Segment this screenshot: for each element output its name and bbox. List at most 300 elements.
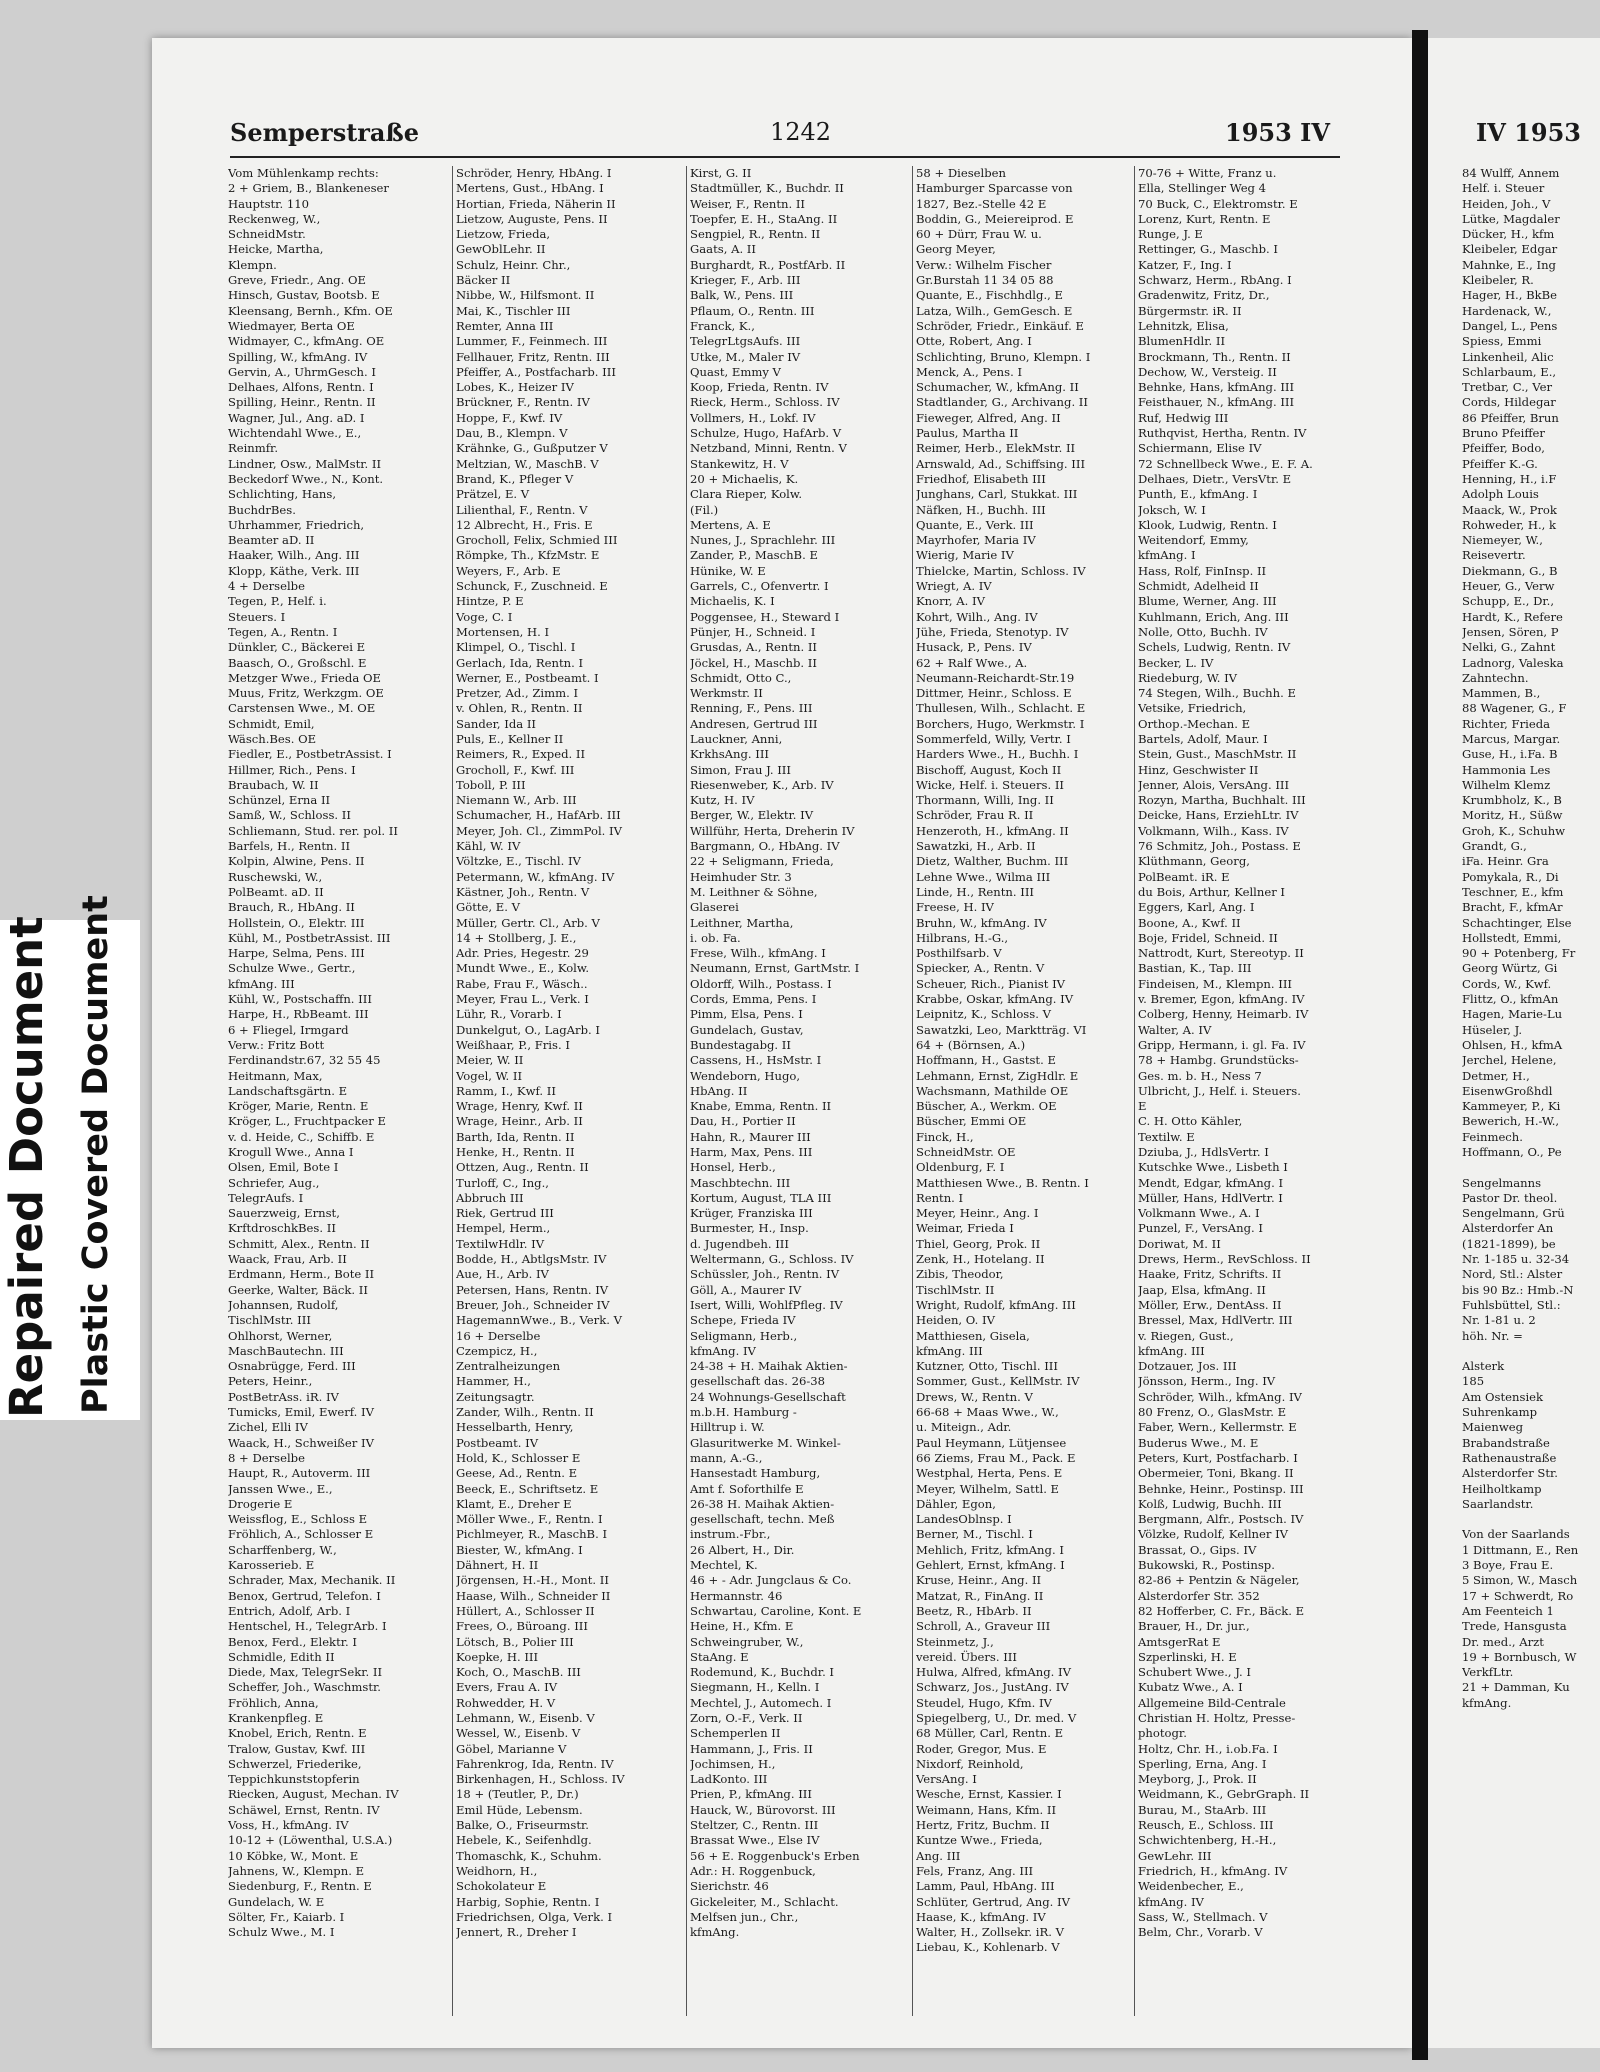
directory-entry: Meier, W. II: [456, 1053, 524, 1068]
facing-page-entry: Sengelmanns: [1462, 1175, 1542, 1190]
directory-entry: Möller Wwe., F., Rentn. I: [456, 1512, 603, 1527]
directory-entry: v. Ohlen, R., Rentn. II: [456, 701, 583, 716]
directory-entry: Krieger, F., Arb. III: [690, 273, 801, 288]
directory-entry: Lehne Wwe., Wilma III: [916, 869, 1051, 884]
facing-page-entry: 19 + Bornbusch, W: [1462, 1649, 1577, 1664]
directory-entry: C. H. Otto Kähler,: [1138, 1114, 1243, 1129]
facing-page-entry: Kleibeler, Edgar: [1462, 242, 1558, 257]
directory-entry: Steuers. I: [228, 609, 286, 624]
directory-entry: Bürgermstr. iR. II: [1138, 303, 1242, 318]
directory-entry: Vollmers, H., Lokf. IV: [690, 410, 816, 425]
directory-entry: Gr.Burstah 11 34 05 88: [916, 273, 1054, 288]
directory-entry: Geerke, Walter, Bäck. II: [228, 1282, 368, 1297]
directory-entry: Zibis, Theodor,: [916, 1267, 1004, 1282]
directory-entry: kfmAng. III: [228, 976, 295, 991]
directory-entry: Weimann, Hans, Kfm. II: [916, 1802, 1057, 1817]
directory-entry: Pflaum, O., Rentn. III: [690, 303, 815, 318]
directory-entry: Baasch, O., Großschl. E: [228, 655, 367, 670]
directory-entry: Borchers, Hugo, Werkmstr. I: [916, 716, 1085, 731]
directory-entry: Schumacher, W., kfmAng. II: [916, 380, 1079, 395]
directory-entry: Beeck, E., Schriftsetz. E: [456, 1481, 599, 1496]
directory-column-3: [690, 166, 910, 2016]
directory-entry: kfmAng. III: [916, 1343, 983, 1358]
directory-entry: KrkhsAng. III: [690, 747, 770, 762]
directory-entry: Wriegt, A. IV: [916, 579, 992, 594]
facing-page-entry: Kleibeler, R.: [1462, 273, 1534, 288]
directory-entry: Rieck, Herm., Schloss. IV: [690, 395, 840, 410]
directory-entry: Mechtel, J., Automech. I: [690, 1695, 832, 1710]
directory-entry: Schlüter, Gertrud, Ang. IV: [916, 1894, 1070, 1909]
facing-page-entry: VerkfLtr.: [1462, 1665, 1514, 1680]
facing-page-entry: Helf. i. Steuer: [1462, 181, 1545, 196]
directory-entry: Gundelach, W. E: [228, 1894, 325, 1909]
directory-entry: Mundt Wwe., E., Kolw.: [456, 961, 590, 976]
facing-page-entry: Marcus, Margar.: [1462, 731, 1561, 746]
directory-entry: 60 + Dürr, Frau W. u.: [916, 227, 1042, 242]
facing-page-entry: Hagen, Marie-Lu: [1462, 1007, 1563, 1022]
directory-entry: Kutschke Wwe., Lisbeth I: [1138, 1160, 1288, 1175]
facing-page-entry: Nr. 1-81 u. 2: [1462, 1313, 1536, 1328]
facing-page-entry: Reisevertr.: [1462, 548, 1526, 563]
directory-entry: TischlMstr. II: [916, 1282, 995, 1297]
directory-entry: Dechow, W., Versteig. II: [1138, 364, 1277, 379]
directory-entry: Wichtendahl Wwe., E.,: [228, 426, 362, 441]
directory-entry: Oldenburg, F. I: [916, 1160, 1005, 1175]
directory-entry: Hass, Rolf, FinInsp. II: [1138, 563, 1267, 578]
directory-entry: Meyer, Heinr., Ang. I: [916, 1206, 1039, 1221]
directory-entry: Honsel, Herb.,: [690, 1160, 776, 1175]
directory-entry: Jörgensen, H.-H., Mont. II: [456, 1573, 609, 1588]
directory-entry: Paulus, Martha II: [916, 426, 1019, 441]
directory-entry: Schmidt, Emil,: [228, 716, 315, 731]
facing-page-entry: Nord, Stl.: Alster: [1462, 1267, 1563, 1282]
facing-page-entry: 5 Simon, W., Masch: [1462, 1573, 1578, 1588]
facing-page-entry: Lütke, Magdaler: [1462, 211, 1560, 226]
directory-entry: kfmAng. III: [1138, 1343, 1205, 1358]
directory-entry: 66 Ziems, Frau M., Pack. E: [916, 1450, 1076, 1465]
directory-entry: 14 + Stollberg, J. E.,: [456, 930, 577, 945]
directory-entry: Henzeroth, H., kfmAng. II: [916, 823, 1069, 838]
directory-entry: kfmAng.: [690, 1925, 740, 1940]
directory-entry: SchneidMstr.: [228, 227, 306, 242]
directory-entry: Haake, Fritz, Schrifts. II: [1138, 1267, 1282, 1282]
facing-page-entry: Diekmann, G., B: [1462, 563, 1558, 578]
directory-entry: Ella, Stellinger Weg 4: [1138, 181, 1267, 196]
directory-entry: Bäcker II: [456, 273, 511, 288]
directory-entry: Ferdinandstr.67, 32 55 45: [228, 1053, 381, 1068]
directory-entry: Steltzer, C., Rentn. III: [690, 1818, 819, 1833]
directory-entry: Liebau, K., Kohlenarb. V: [916, 1940, 1060, 1955]
directory-entry: Cassens, H., HsMstr. I: [690, 1053, 822, 1068]
directory-entry: Matzat, R., FinAng. II: [916, 1588, 1044, 1603]
directory-entry: Jönsson, Herm., Ing. IV: [1138, 1374, 1276, 1389]
directory-entry: Möller, Erw., DentAss. II: [1138, 1297, 1282, 1312]
directory-entry: Weißhaar, P., Fris. I: [456, 1037, 570, 1052]
directory-entry: HagemannWwe., B., Verk. V: [456, 1313, 622, 1328]
directory-entry: Alsterdorfer Str. 352: [1138, 1588, 1260, 1603]
directory-entry: Fröhlich, A., Schlosser E: [228, 1527, 374, 1542]
directory-entry: Mortensen, H. I: [456, 624, 550, 639]
directory-entry: 10-12 + (Löwenthal, U.S.A.): [228, 1833, 393, 1848]
directory-entry: Sommerfeld, Willy, Vertr. I: [916, 731, 1071, 746]
directory-entry: Boone, A., Kwf. II: [1138, 915, 1241, 930]
facing-page-entry: Adolph Louis: [1462, 487, 1539, 502]
street-title: Semperstraße: [230, 118, 419, 147]
directory-entry: Zeitungsagtr.: [456, 1389, 535, 1404]
directory-entry: Blume, Werner, Ang. III: [1138, 594, 1277, 609]
directory-entry: Leipnitz, K., Schloss. V: [916, 1007, 1051, 1022]
directory-entry: Greve, Friedr., Ang. OE: [228, 273, 366, 288]
directory-entry: Gradenwitz, Fritz, Dr.,: [1138, 288, 1270, 303]
directory-entry: Frese, Wilh., kfmAng. I: [690, 946, 826, 961]
directory-entry: Neumann, Ernst, GartMstr. I: [690, 961, 860, 976]
directory-entry: Karosserieb. E: [228, 1558, 315, 1573]
directory-entry: Jochimsen, H.,: [690, 1756, 776, 1771]
directory-entry: Frees, O., Büroang. III: [456, 1619, 588, 1634]
facing-page-entry: 1 Dittmann, E., Ren: [1462, 1542, 1579, 1557]
directory-entry: Schrader, Max, Mechanik. II: [228, 1573, 396, 1588]
directory-entry: Rodemund, K., Buchdr. I: [690, 1665, 835, 1680]
directory-entry: Friedhof, Elisabeth III: [916, 471, 1046, 486]
directory-column-1: [228, 166, 450, 2016]
directory-entry: Thullesen, Wilh., Schlacht. E: [916, 701, 1086, 716]
directory-entry: Koch, O., MaschB. III: [456, 1665, 581, 1680]
directory-entry: Schwarz, Jos., JustAng. IV: [916, 1680, 1069, 1695]
directory-entry: 4 + Derselbe: [228, 579, 305, 594]
directory-entry: Thormann, Willi, Ing. II: [916, 793, 1054, 808]
directory-entry: Delhaes, Alfons, Rentn. I: [228, 380, 374, 395]
directory-entry: Siedenburg, F., Rentn. E: [228, 1879, 372, 1894]
directory-entry: Haase, K., kfmAng. IV: [916, 1909, 1046, 1924]
facing-page-entry: Groh, K., Schuhw: [1462, 823, 1566, 838]
directory-entry: Kleensang, Bernh., Kfm. OE: [228, 303, 393, 318]
directory-entry: Schiermann, Elise IV: [1138, 441, 1262, 456]
directory-entry: Hillmer, Rich., Pens. I: [228, 762, 356, 777]
facing-page-entry: Hardenack, W.,: [1462, 303, 1552, 318]
directory-entry: v. Riegen, Gust.,: [1138, 1328, 1234, 1343]
directory-entry: Pretzer, Ad., Zimm. I: [456, 686, 579, 701]
directory-entry: Schwartau, Caroline, Kont. E: [690, 1603, 862, 1618]
column-divider: [452, 166, 453, 2016]
directory-entry: Zorn, O.-F., Verk. II: [690, 1710, 803, 1725]
directory-entry: Stadtlander, G., Archivang. II: [916, 395, 1088, 410]
directory-entry: Pichlmeyer, R., MaschB. I: [456, 1527, 608, 1542]
directory-entry: Riesenweber, K., Arb. IV: [690, 777, 834, 792]
directory-entry: Klamt, E., Dreher E: [456, 1496, 572, 1511]
directory-entry: Leithner, Martha,: [690, 915, 794, 930]
facing-page-entry: Cords, W., Kwf.: [1462, 976, 1552, 991]
directory-entry: Schokolateur E: [456, 1879, 547, 1894]
directory-entry: Siegmann, H., Kelln. I: [690, 1680, 820, 1695]
directory-entry: Sengpiel, R., Rentn. II: [690, 227, 821, 242]
facing-page-entry: Tretbar, C., Ver: [1462, 380, 1552, 395]
directory-entry: Dziuba, J., HdlsVertr. I: [1138, 1145, 1269, 1159]
facing-page-entry: 90 + Potenberg, Fr: [1462, 946, 1576, 961]
directory-entry: kfmAng. IV: [690, 1343, 756, 1358]
directory-entry: Fahrenkrog, Ida, Rentn. IV: [456, 1756, 614, 1771]
facing-page-entry: Ohlsen, H., kfmA: [1462, 1037, 1563, 1052]
directory-entry: Hammer, H.,: [456, 1374, 531, 1389]
repaired-document-stamp: Repaired Document: [0, 916, 53, 1418]
directory-entry: Schunck, F., Zuschneid. E: [456, 579, 608, 594]
directory-entry: Lietzow, Auguste, Pens. II: [456, 211, 608, 226]
directory-entry: 20 + Michaelis, K.: [690, 471, 799, 486]
facing-page-entry: Nr. 1-185 u. 32-34: [1462, 1252, 1570, 1267]
directory-entry: Poggensee, H., Steward I: [690, 609, 840, 624]
directory-entry: Tralow, Gustav, Kwf. III: [228, 1741, 366, 1756]
directory-entry: Boje, Fridel, Schneid. II: [1138, 930, 1278, 945]
directory-entry: Adr.: H. Roggenbuck,: [690, 1863, 816, 1878]
facing-page-entry: Saarlandstr.: [1462, 1496, 1534, 1511]
directory-entry: Schubert Wwe., J. I: [1138, 1665, 1251, 1680]
facing-page-entry: Am Ostensiek: [1462, 1389, 1544, 1404]
directory-entry: Weyers, F., Arb. E: [456, 563, 561, 578]
directory-entry: Thiel, Georg, Prok. II: [916, 1236, 1041, 1251]
directory-entry: Sperling, Erna, Ang. I: [1138, 1756, 1267, 1771]
directory-entry: Reimer, Herb., ElekMstr. II: [916, 441, 1076, 456]
directory-entry: Meyer, Joh. Cl., ZimmPol. IV: [456, 823, 622, 838]
directory-entry: Ruschewski, W.,: [228, 869, 323, 884]
directory-entry: Gerlach, Ida, Rentn. I: [456, 655, 584, 670]
directory-entry: Bodde, H., AbtlgsMstr. IV: [456, 1252, 607, 1267]
directory-entry: Völtzke, E., Tischl. IV: [456, 854, 581, 869]
directory-entry: Jühe, Frieda, Stenotyp. IV: [916, 624, 1069, 639]
directory-entry: Wrage, Heinr., Arb. II: [456, 1114, 583, 1129]
directory-entry: Ang. III: [916, 1848, 961, 1863]
directory-entry: Fels, Franz, Ang. III: [916, 1863, 1034, 1878]
directory-entry: 8 + Derselbe: [228, 1450, 305, 1465]
directory-entry: Niemann W., Arb. III: [456, 793, 577, 808]
directory-entry: Deicke, Hans, ErziehLtr. IV: [1138, 808, 1299, 823]
directory-entry: 70-76 + Witte, Franz u.: [1138, 166, 1277, 180]
directory-entry: Christian H. Holtz, Presse-: [1138, 1710, 1296, 1725]
directory-entry: Rozyn, Martha, Buchhalt. III: [1138, 793, 1306, 808]
directory-entry: Ges. m. b. H., Ness 7: [1138, 1068, 1262, 1083]
directory-entry: Wesche, Ernst, Kassier. I: [916, 1787, 1062, 1802]
directory-entry: Grusdas, A., Rentn. II: [690, 640, 818, 655]
directory-entry: Scheuer, Rich., Pianist IV: [916, 976, 1066, 991]
directory-entry: Schemperlen II: [690, 1726, 781, 1741]
directory-entry: Roder, Gregor, Mus. E: [916, 1741, 1047, 1756]
directory-entry: Puls, E., Kellner II: [456, 731, 564, 746]
directory-entry: Harpe, H., RbBeamt. III: [228, 1007, 369, 1022]
directory-entry: du Bois, Arthur, Kellner I: [1138, 884, 1286, 899]
directory-entry: Braubach, W. II: [228, 777, 319, 792]
directory-entry: 66-68 + Maas Wwe., W.,: [916, 1405, 1059, 1420]
directory-entry: Beckedorf Wwe., N., Kont.: [228, 471, 384, 486]
directory-entry: Schwarz, Herm., RbAng. I: [1138, 273, 1292, 288]
directory-entry: 46 + - Adr. Jungclaus & Co.: [690, 1573, 852, 1588]
facing-page-entry: Hollstedt, Emmi,: [1462, 930, 1562, 945]
directory-entry: v. Bremer, Egon, kfmAng. IV: [1138, 992, 1305, 1007]
column-divider: [686, 166, 687, 2016]
directory-entry: Petermann, W., kfmAng. IV: [456, 869, 615, 884]
directory-entry: Kühl, W., Postschaffn. III: [228, 992, 372, 1007]
directory-column-5: [1138, 166, 1350, 2016]
directory-entry: Hammann, J., Fris. II: [690, 1741, 813, 1756]
directory-entry: Abbruch III: [456, 1190, 524, 1205]
directory-entry: Stein, Gust., MaschMstr. II: [1138, 747, 1297, 762]
directory-entry: Brassat, O., Gips. IV: [1138, 1542, 1257, 1557]
directory-entry: Werner, E., Postbeamt. I: [456, 670, 599, 685]
directory-entry: Mayrhofer, Maria IV: [916, 533, 1036, 548]
directory-entry: Krogull Wwe., Anna I: [228, 1145, 354, 1159]
facing-page-entry: Heuer, G., Verw: [1462, 579, 1555, 594]
directory-entry: PolBeamt. aD. II: [228, 884, 324, 899]
facing-page-entry: Dücker, H., kfm: [1462, 227, 1555, 242]
directory-entry: Hünike, W. E: [690, 563, 766, 578]
directory-entry: Hauck, W., Bürovorst. III: [690, 1802, 836, 1817]
facing-page-entry: Alsterdorfer Str.: [1462, 1466, 1558, 1481]
directory-entry: Brand, K., Pfleger V: [456, 471, 574, 486]
directory-entry: Glasuritwerke M. Winkel-: [690, 1435, 841, 1450]
directory-entry: Zander, Wilh., Rentn. II: [456, 1405, 594, 1420]
directory-entry: Clara Rieper, Kolw.: [690, 487, 803, 502]
directory-entry: Hansestadt Hamburg,: [690, 1466, 821, 1481]
directory-entry: Schroll, A., Graveur III: [916, 1619, 1051, 1634]
directory-entry: Jaap, Elsa, kfmAng. II: [1138, 1282, 1266, 1297]
directory-entry: Hentschel, H., TelegrArb. I: [228, 1619, 387, 1634]
directory-entry: Sommer, Gust., KellMstr. IV: [916, 1374, 1080, 1389]
directory-entry: Vogel, W. II: [456, 1068, 523, 1083]
directory-entry: Hauptstr. 110: [228, 196, 309, 211]
directory-entry: Kortum, August, TLA III: [690, 1190, 832, 1205]
directory-entry: Matthiesen, Gisela,: [916, 1328, 1030, 1343]
directory-entry: Verw.: Fritz Bott: [228, 1037, 325, 1052]
directory-entry: Brauch, R., HbAng. II: [228, 900, 355, 915]
directory-entry: Kuhlmann, Erich, Ang. III: [1138, 609, 1289, 624]
directory-entry: Göll, A., Maurer IV: [690, 1282, 802, 1297]
directory-entry: Orthop.-Mechan. E: [1138, 716, 1251, 731]
directory-entry: Friedrichsen, Olga, Verk. I: [456, 1909, 613, 1924]
directory-entry: PostBetrAss. iR. IV: [228, 1389, 339, 1404]
facing-page-entry: Schachtinger, Else: [1462, 915, 1572, 930]
directory-entry: Kutz, H. IV: [690, 793, 755, 808]
directory-entry: Harm, Max, Pens. III: [690, 1145, 813, 1159]
directory-entry: Weidmann, K., GebrGraph. II: [1138, 1787, 1310, 1802]
directory-entry: Samß, W., Schloss. II: [228, 808, 351, 823]
directory-entry: Nunes, J., Sprachlehr. III: [690, 533, 836, 548]
directory-entry: Wicke, Helf. i. Steuers. II: [916, 777, 1064, 792]
directory-entry: Beetz, R., HbArb. II: [916, 1603, 1032, 1618]
facing-page-entry: Alsterk: [1462, 1359, 1505, 1374]
directory-entry: 80 Frenz, O., GlasMstr. E: [1138, 1405, 1287, 1420]
directory-entry: 78 + Hambg. Grundstücks-: [1138, 1053, 1299, 1068]
directory-entry: Garrels, C., Ofenvertr. I: [690, 579, 829, 594]
directory-entry: Lobes, K., Heizer IV: [456, 380, 574, 395]
facing-page-entry: Suhrenkamp: [1462, 1405, 1538, 1420]
directory-entry: Paul Heymann, Lütjensee: [916, 1435, 1067, 1450]
directory-entry: Punth, E., kfmAng. I: [1138, 487, 1258, 502]
directory-entry: 26 Albert, H., Dir.: [690, 1542, 795, 1557]
facing-page-entry: Heiden, Joh., V: [1462, 196, 1551, 211]
facing-page-entry: Moritz, H., Süßw: [1462, 808, 1563, 823]
directory-entry: Klüthmann, Georg,: [1138, 854, 1250, 869]
directory-entry: VersAng. I: [916, 1772, 977, 1787]
directory-entry: Schriefer, Aug.,: [228, 1175, 320, 1190]
directory-entry: Fieweger, Alfred, Ang. II: [916, 410, 1061, 425]
directory-entry: Tegen, P., Helf. i.: [228, 594, 327, 609]
directory-entry: 1827, Bez.-Stelle 42 E: [916, 196, 1047, 211]
directory-entry: Kirst, G. II: [690, 166, 752, 180]
facing-page-entry: Trede, Hansgusta: [1462, 1619, 1567, 1634]
directory-entry: Osnabrügge, Ferd. III: [228, 1359, 356, 1374]
facing-page-entry: Bracht, F., kfmAr: [1462, 900, 1563, 915]
directory-entry: Schünzel, Erna II: [228, 793, 331, 808]
directory-entry: Weimar, Frieda I: [916, 1221, 1014, 1236]
directory-entry: Wagner, Jul., Ang. aD. I: [228, 410, 365, 425]
directory-entry: Burmester, H., Insp.: [690, 1221, 809, 1236]
directory-entry: Knobel, Erich, Rentn. E: [228, 1726, 367, 1741]
directory-entry: Burghardt, R., PostfArb. II: [690, 257, 846, 272]
directory-entry: Delhaes, Dietr., VersVtr. E: [1138, 471, 1292, 486]
directory-entry: 74 Stegen, Wilh., Buchh. E: [1138, 686, 1296, 701]
directory-entry: Lorenz, Kurt, Rentn. E: [1138, 211, 1271, 226]
directory-entry: Götte, E. V: [456, 900, 520, 915]
directory-entry: Nibbe, W., Hilfsmont. II: [456, 288, 595, 303]
directory-entry: Riedeburg, W. IV: [1138, 670, 1238, 685]
directory-entry: kfmAng. IV: [1138, 1894, 1204, 1909]
directory-entry: Findeisen, M., Klempn. III: [1138, 976, 1293, 991]
facing-page-entry: 21 + Damman, Ku: [1462, 1680, 1570, 1695]
directory-entry: Kühl, M., PostbetrAssist. III: [228, 930, 391, 945]
directory-entry: Nolle, Otto, Buchh. IV: [1138, 624, 1268, 639]
directory-entry: Simon, Frau J. III: [690, 762, 791, 777]
directory-entry: Ohlhorst, Werner,: [228, 1328, 333, 1343]
directory-entry: Runge, J. E: [1138, 227, 1203, 242]
directory-entry: Finck, H.,: [916, 1129, 974, 1144]
directory-entry: instrum.-Fbr.,: [690, 1527, 771, 1542]
directory-entry: LadKonto. III: [690, 1772, 768, 1787]
directory-entry: (Fil.): [690, 502, 719, 517]
directory-entry: Benox, Ferd., Elektr. I: [228, 1634, 357, 1649]
directory-entry: Netzband, Minni, Rentn. V: [690, 441, 847, 456]
directory-entry: Gickeleiter, M., Schlacht.: [690, 1894, 839, 1909]
directory-entry: Gaats, A. II: [690, 242, 756, 257]
directory-entry: Isert, Willi, WohlfPfleg. IV: [690, 1297, 843, 1312]
directory-entry: Michaelis, K. I: [690, 594, 775, 609]
directory-entry: Menck, A., Pens. I: [916, 364, 1023, 379]
directory-entry: Wiedmayer, Berta OE: [228, 318, 355, 333]
directory-entry: Henke, H., Rentn. II: [456, 1145, 575, 1159]
directory-entry: Mehlich, Fritz, kfmAng. I: [916, 1542, 1064, 1557]
directory-entry: Schulz, Heinr. Chr.,: [456, 257, 571, 272]
directory-entry: GewOblLehr. II: [456, 242, 546, 257]
directory-entry: Hilbrans, H.-G.,: [916, 930, 1009, 945]
directory-entry: Dähler, Egon,: [916, 1496, 996, 1511]
directory-entry: Weidenbecher, E.,: [1138, 1879, 1244, 1894]
directory-entry: Stankewitz, H. V: [690, 456, 789, 471]
directory-entry: Haaker, Wilh., Ang. III: [228, 548, 360, 563]
directory-entry: KrftdroschkBes. II: [228, 1221, 336, 1236]
directory-entry: Schröder, Henry, HbAng. I: [456, 166, 612, 180]
directory-entry: Weissflog, E., Schloss E: [228, 1512, 368, 1527]
directory-entry: Mechtel, K.: [690, 1558, 758, 1573]
directory-entry: Steinmetz, J.,: [916, 1634, 994, 1649]
directory-entry: Prätzel, E. V: [456, 487, 530, 502]
directory-entry: Göbel, Marianne V: [456, 1741, 567, 1756]
directory-entry: Klook, Ludwig, Rentn. I: [1138, 517, 1277, 532]
directory-entry: Petersen, Hans, Rentn. IV: [456, 1282, 609, 1297]
directory-entry: 76 Schmitz, Joh., Postass. E: [1138, 839, 1301, 854]
directory-entry: mann, A.-G.,: [690, 1450, 763, 1465]
directory-entry: Czempicz, H.,: [456, 1343, 538, 1358]
directory-entry: Bundestagabg. II: [690, 1037, 791, 1052]
facing-page-entry: 84 Wulff, Annem: [1462, 166, 1560, 180]
directory-entry: Berner, M., Tischl. I: [916, 1527, 1033, 1542]
directory-entry: Hüllert, A., Schlosser II: [456, 1603, 595, 1618]
facing-page-entry: Richter, Frieda: [1462, 716, 1551, 731]
